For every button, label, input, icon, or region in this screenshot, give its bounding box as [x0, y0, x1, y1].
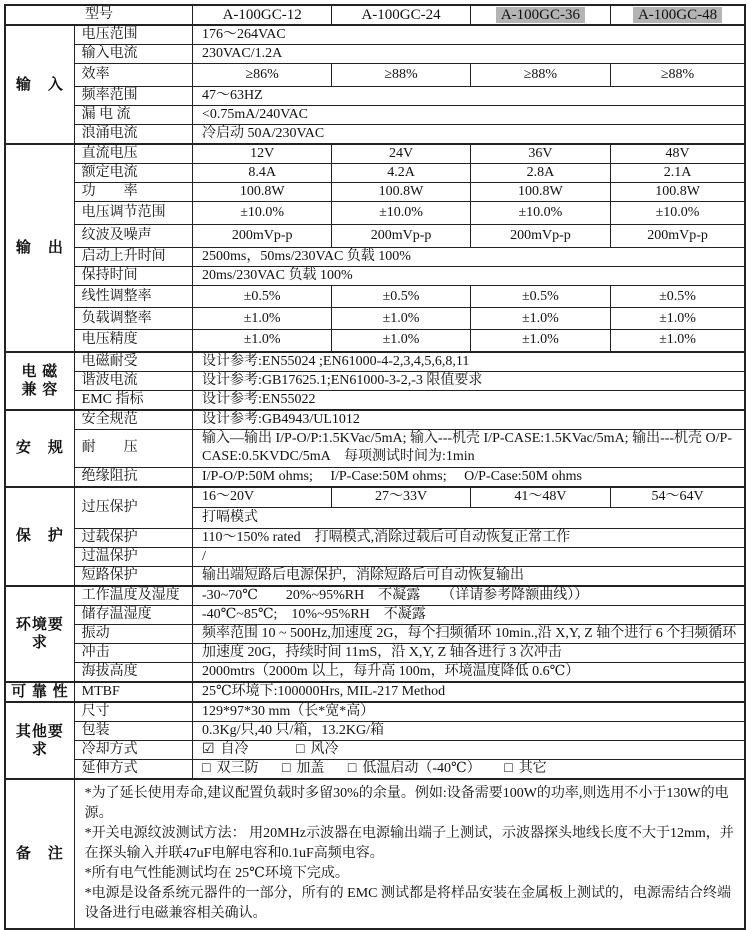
table-row	[5, 183, 745, 202]
reliability-section	[5, 682, 745, 702]
model-cell	[611, 5, 745, 25]
row-value: 12V	[192, 144, 331, 164]
checkbox-option-self-cooling	[202, 741, 249, 759]
checkbox-unchecked-icon: □	[347, 761, 357, 776]
row-value: 2.8A	[470, 164, 610, 183]
model-name-highlighted: A-100GC-48	[633, 7, 722, 23]
row-value: ±0.5%	[611, 286, 745, 308]
row-value: 加速度 20G，持续时间 11mS，沿 X,Y, Z 轴各进行 3 次冲击	[192, 644, 745, 663]
table-row	[5, 87, 745, 106]
model-cell	[470, 5, 610, 25]
spec-table	[4, 4, 746, 930]
row-value: ≥88%	[611, 64, 745, 87]
input-section	[5, 25, 745, 144]
checkbox-option-other	[504, 760, 546, 778]
row-label: 海拔高度	[74, 663, 192, 683]
row-label: 过压保护	[74, 487, 192, 529]
row-label: 绝缘阻抗	[74, 467, 192, 487]
row-value: 2000mtrs（2000m 以上，每升高 100m，环境温度降低 0.6℃）	[192, 663, 745, 683]
row-value: ≥88%	[470, 64, 610, 87]
row-label: 直流电压	[74, 144, 192, 164]
row-value: 176～264VAC	[192, 25, 745, 45]
note-line: *为了延长使用寿命,建议配置负载时多留30%的余量。例如:设备需要100W的功率,则选用不小于130W的电源。	[84, 786, 729, 821]
row-value: 设计参考:EN55024 ;EN61000-4-2,3,4,5,6,8,11	[192, 352, 745, 372]
row-value: 16～20V	[192, 487, 331, 508]
row-value: 打嗝模式	[192, 508, 745, 529]
row-value: 25℃环境下:100000Hrs, MIL-217 Method	[192, 682, 745, 702]
table-row	[5, 248, 745, 267]
row-label: 谐波电流	[74, 371, 192, 390]
table-row	[5, 352, 745, 372]
row-value: 47～63HZ	[192, 87, 745, 106]
checkbox-unchecked-icon: □	[504, 761, 513, 776]
row-value: ±1.0%	[470, 330, 610, 352]
row-label: 电压调节范围	[74, 202, 192, 225]
checkbox-option-fan-cooling	[296, 741, 338, 759]
row-label: 负载调整率	[74, 308, 192, 330]
row-value: <0.75mA/240VAC	[192, 106, 745, 125]
row-label: 储存温湿度	[74, 606, 192, 625]
row-label: 耐 压	[74, 429, 192, 467]
table-row	[5, 164, 745, 183]
row-value: 100.8W	[332, 183, 470, 202]
row-label: EMC 指标	[74, 390, 192, 410]
table-row	[5, 144, 745, 164]
table-row	[5, 779, 745, 929]
row-value: ±10.0%	[470, 202, 610, 225]
row-label: 额定电流	[74, 164, 192, 183]
row-value: 100.8W	[192, 183, 331, 202]
row-label: 安全规范	[74, 410, 192, 430]
table-row	[5, 586, 745, 606]
row-label: 冲击	[74, 644, 192, 663]
row-label: 保持时间	[74, 267, 192, 286]
row-value: 频率范围 10 ~ 500Hz,加速度 2G，每个扫频循环 10min.,沿 X,Y, Z 轴个进行 6 个扫频循环	[192, 625, 745, 644]
table-row	[5, 330, 745, 352]
row-value: 4.2A	[332, 164, 470, 183]
table-row	[5, 390, 745, 410]
row-value: ±1.0%	[470, 308, 610, 330]
row-label: 线性调整率	[74, 286, 192, 308]
row-value: ±1.0%	[192, 308, 331, 330]
row-label: 功 率	[74, 183, 192, 202]
row-label: 电磁耐受	[74, 352, 192, 372]
row-label: 纹波及噪声	[74, 225, 192, 248]
section-title-protection: 保 护	[5, 487, 74, 587]
protection-section	[5, 487, 745, 587]
section-title-input: 输 入	[5, 25, 74, 144]
row-value: ±10.0%	[192, 202, 331, 225]
row-value: ±1.0%	[611, 330, 745, 352]
row-label: 冷却方式	[74, 741, 192, 760]
section-title-notes: 备 注	[5, 779, 74, 929]
row-value: /	[192, 548, 745, 567]
checkbox-label: 双三防	[216, 761, 259, 776]
row-value: 20ms/230VAC 负载 100%	[192, 267, 745, 286]
row-value: ≥86%	[192, 64, 331, 87]
table-row	[5, 625, 745, 644]
section-title-line: 电 磁	[21, 363, 59, 380]
row-value: 200mVp-p	[611, 225, 745, 248]
checkbox-option-cover	[282, 760, 324, 778]
other-section	[5, 702, 745, 779]
checkbox-label: 自冷	[220, 742, 249, 757]
environment-section	[5, 586, 745, 682]
section-title-other: 其他要求	[5, 702, 74, 779]
row-value: 100.8W	[611, 183, 745, 202]
checkbox-label: 其它	[518, 761, 547, 776]
row-value: 冷启动 50A/230VAC	[192, 125, 745, 145]
extension-options-cell	[192, 760, 745, 780]
table-row	[5, 64, 745, 87]
row-value: I/P-O/P:50M ohms; I/P-Case:50M ohms; O/P-Case:50M ohms	[192, 467, 745, 487]
table-row	[5, 225, 745, 248]
row-value: 200mVp-p	[192, 225, 331, 248]
table-row	[5, 529, 745, 548]
table-row	[5, 45, 745, 64]
row-label: 浪涌电流	[74, 125, 192, 145]
section-title-reliability: 可 靠 性	[5, 682, 74, 702]
section-title-output: 输 出	[5, 144, 74, 352]
table-row	[5, 286, 745, 308]
row-value: 输入—输出 I/P-O/P:1.5KVac/5mA; 输入---机壳 I/P-CASE:1.5KVac/5mA; 输出---机壳 O/P-CASE:0.5KVDC/5mA 每项测试时间为:1min	[192, 429, 745, 467]
checkbox-option-triple-proof	[202, 760, 258, 778]
row-label: 电压精度	[74, 330, 192, 352]
output-section	[5, 144, 745, 352]
checkbox-label: 风冷	[310, 742, 339, 757]
row-value: 0.3Kg/只,40 只/箱，13.2KG/箱	[192, 722, 745, 741]
row-label: 频率范围	[74, 87, 192, 106]
row-value: ≥88%	[332, 64, 470, 87]
model-name: A-100GC-12	[222, 7, 302, 23]
row-value: 2500ms，50ms/230VAC 负载 100%	[192, 248, 745, 267]
checkbox-option-low-temp-start	[348, 760, 481, 778]
table-row	[5, 410, 745, 430]
header-section	[5, 5, 745, 25]
row-value: 110～150% rated 打嗝模式,消除过载后可自动恢复正常工作	[192, 529, 745, 548]
table-row	[5, 741, 745, 760]
checkbox-unchecked-icon: □	[281, 761, 291, 776]
row-label: 包装	[74, 722, 192, 741]
row-value: ±0.5%	[192, 286, 331, 308]
section-title-safety: 安 规	[5, 410, 74, 487]
table-row	[5, 487, 745, 508]
model-cell	[332, 5, 470, 25]
row-value: 54～64V	[611, 487, 745, 508]
safety-section	[5, 410, 745, 487]
note-line: *开关电源纹波测试方法： 用20MHz示波器在电源输出端子上测试，示波器探头地线长度不大于12mm，并在探头输入并联47uF电解电容和0.1uF高频电容。	[84, 826, 734, 861]
row-value: ±1.0%	[332, 308, 470, 330]
row-value: ±1.0%	[332, 330, 470, 352]
row-label: 电压范围	[74, 25, 192, 45]
row-value: 2.1A	[611, 164, 745, 183]
section-title-environment: 环境要求	[5, 586, 74, 682]
row-label: 振动	[74, 625, 192, 644]
row-value: -40℃~85℃; 10%~95%RH 不凝露	[192, 606, 745, 625]
row-label: 过载保护	[74, 529, 192, 548]
model-cell	[192, 5, 331, 25]
notes-section	[5, 779, 745, 929]
checkbox-label: 低温启动（-40℃）	[362, 761, 481, 776]
section-title-line: 兼 容	[21, 381, 59, 398]
checkbox-label: 加盖	[296, 761, 325, 776]
notes-cell	[74, 779, 745, 929]
table-row	[5, 125, 745, 145]
table-row	[5, 682, 745, 702]
row-value: 41～48V	[470, 487, 610, 508]
row-value: 100.8W	[470, 183, 610, 202]
row-value: 200mVp-p	[332, 225, 470, 248]
model-name-highlighted: A-100GC-36	[496, 7, 585, 23]
table-row	[5, 267, 745, 286]
table-row	[5, 644, 745, 663]
table-row	[5, 371, 745, 390]
table-row	[5, 106, 745, 125]
table-row	[5, 663, 745, 683]
row-value: ±10.0%	[332, 202, 470, 225]
note-line: *电源是设备系统元器件的一部分，所有的 EMC 测试都是将样品安装在金属板上测试的，电源需结合终端设备进行电磁兼容相关确认。	[84, 886, 732, 921]
checkbox-unchecked-icon: □	[201, 761, 211, 776]
row-value: ±1.0%	[192, 330, 331, 352]
row-value: 设计参考:EN55022	[192, 390, 745, 410]
row-label: 尺寸	[74, 702, 192, 722]
note-line: *所有电气性能测试均在 25℃环境下完成。	[84, 866, 349, 881]
cooling-options-cell	[192, 741, 745, 760]
row-value: 8.4A	[192, 164, 331, 183]
table-row	[5, 567, 745, 587]
row-value: ±1.0%	[611, 308, 745, 330]
model-row-label: 型号	[5, 5, 192, 25]
checkbox-unchecked-icon: □	[296, 742, 305, 757]
table-row	[5, 548, 745, 567]
row-value: ±0.5%	[470, 286, 610, 308]
model-name: A-100GC-24	[361, 7, 441, 23]
row-value: 24V	[332, 144, 470, 164]
row-value: ±0.5%	[332, 286, 470, 308]
table-row	[5, 467, 745, 487]
table-row	[5, 722, 745, 741]
row-value: 230VAC/1.2A	[192, 45, 745, 64]
table-row	[5, 202, 745, 225]
row-value: ±10.0%	[611, 202, 745, 225]
row-value: 36V	[470, 144, 610, 164]
row-label: 启动上升时间	[74, 248, 192, 267]
table-row	[5, 760, 745, 780]
row-label: 工作温度及湿度	[74, 586, 192, 606]
row-label: MTBF	[74, 682, 192, 702]
table-row	[5, 25, 745, 45]
table-row	[5, 606, 745, 625]
table-row	[5, 308, 745, 330]
row-label: 延伸方式	[74, 760, 192, 780]
table-row	[5, 702, 745, 722]
row-value: 输出端短路后电源保护，消除短路后可自动恢复输出	[192, 567, 745, 587]
row-label: 效率	[74, 64, 192, 87]
row-value: 设计参考:GB17625.1;EN61000-3-2,-3 限值要求	[192, 371, 745, 390]
checkbox-checked-icon: ☑	[201, 742, 215, 757]
row-value: 27～33V	[332, 487, 470, 508]
row-label: 短路保护	[74, 567, 192, 587]
row-label: 漏 电 流	[74, 106, 192, 125]
table-row	[5, 429, 745, 467]
emc-section	[5, 352, 745, 410]
row-value: -30~70℃ 20%~95%RH 不凝露 （详请参考降额曲线））	[192, 586, 745, 606]
row-value: 设计参考:GB4943/UL1012	[192, 410, 745, 430]
row-label: 输入电流	[74, 45, 192, 64]
row-label: 过温保护	[74, 548, 192, 567]
row-value: 48V	[611, 144, 745, 164]
model-header-row	[5, 5, 745, 25]
row-value: 129*97*30 mm（长*宽*高）	[192, 702, 745, 722]
row-value: 200mVp-p	[470, 225, 610, 248]
section-title-emc	[5, 352, 74, 410]
